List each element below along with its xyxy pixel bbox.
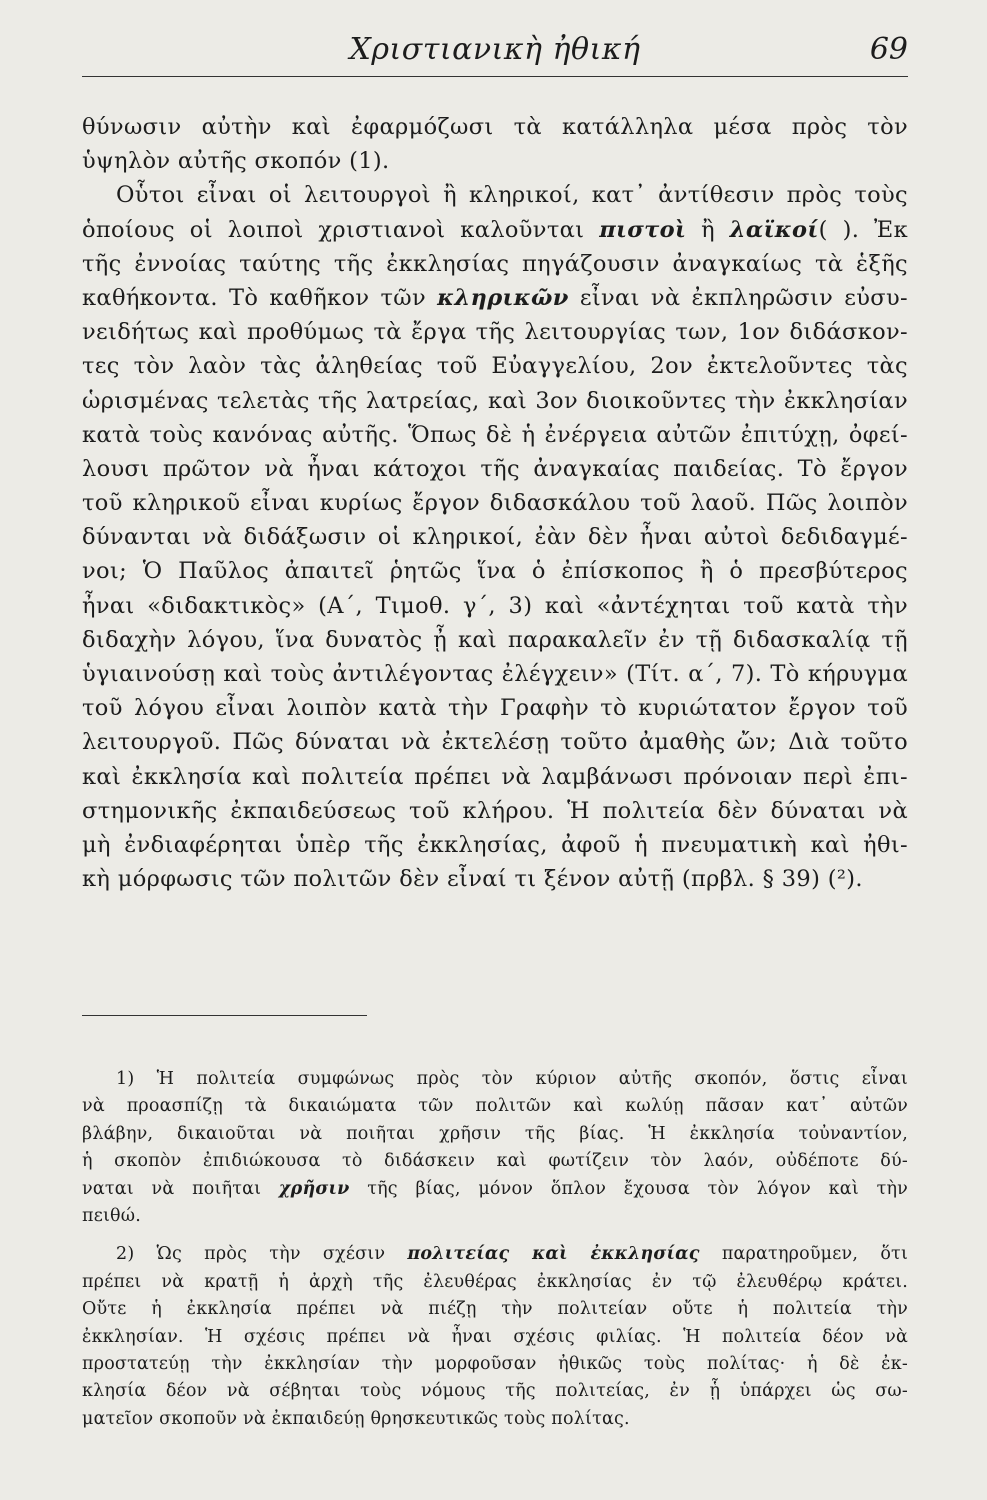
text-segment: ναται νὰ ποιῆται: [82, 1178, 279, 1199]
text-segment: Οὗτοι εἶναι οἱ λειτουργοὶ ἢ κληρικοί, κατ᾽ ἀντίθεσιν πρὸς τοὺς: [116, 182, 908, 209]
emphasized-term: κληρικῶν: [437, 284, 569, 311]
footnote-1: [82, 1066, 908, 1230]
text-line: νοι; Ὁ Παῦλος ἀπαιτεῖ ῥητῶς ἵνα ὁ ἐπίσκοπος ἢ ὁ πρεσβύτερος: [82, 558, 908, 585]
footnotes: [82, 1066, 908, 1433]
footnote-line: πρέπει νὰ κρατῇ ἡ ἀρχὴ τῆς ἐλευθέρας ἐκκλησίας ἐν τῷ ἐλευθέρῳ κράτει.: [82, 1271, 908, 1292]
footnote-line: ἡ σκοπὸν ἐπιδιώκουσα τὸ διδάσκειν καὶ φωτίζειν τὸν λαόν, οὐδέποτε δύ-: [82, 1151, 908, 1172]
footnote-rule: [82, 1015, 367, 1016]
text-line: λουσι πρῶτον νὰ ἦναι κάτοχοι τῆς ἀναγκαίας παιδείας. Τὸ ἔργον: [82, 455, 908, 482]
text-line: [82, 178, 908, 212]
text-line: [82, 213, 908, 247]
text-line: τες τὸν λαὸν τὰς ἀληθείας τοῦ Εὐαγγελίου, 2ον ἐκτελοῦντες τὰς: [82, 353, 908, 380]
footnote-line: κλησία δέον νὰ σέβηται τοὺς νόμους τῆς πολιτείας, ἐν ᾗ ὑπάρχει ὡς σω-: [82, 1381, 908, 1402]
text-line: τοῦ κληρικοῦ εἶναι κυρίως ἔργον διδασκάλου τοῦ λαοῦ. Πῶς λοιπὸν: [82, 490, 908, 517]
text-line: νειδήτως καὶ προθύμως τὰ ἔργα τῆς λειτουργίας των, 1ον διδάσκον-: [82, 319, 908, 346]
text-segment: ὁποίους οἱ λοιποὶ χριστιανοὶ καλοῦνται: [82, 216, 600, 243]
header-rule: [82, 76, 908, 77]
footnote-2: [82, 1241, 908, 1433]
text-line: ὑψηλὸν αὐτῆς σκοπόν (1).: [82, 148, 390, 175]
text-line: μὴ ἐνδιαφέρηται ὑπὲρ τῆς ἐκκλησίας, ἀφοῦ ἡ πνευματικὴ καὶ ἠθι-: [82, 831, 908, 858]
text-segment: ἢ: [686, 216, 730, 243]
page-header: [82, 28, 908, 76]
text-line: διδαχὴν λόγου, ἵνα δυνατὸς ᾖ καὶ παρακαλεῖν ἐν τῇ διδασκαλίᾳ τῇ: [82, 626, 908, 653]
text-line: κὴ μόρφωσις τῶν πολιτῶν δὲν εἶναί τι ξένον αὐτῇ (πρβλ. § 39) (²).: [82, 866, 863, 893]
footnote-line: ἐκκλησίαν. Ἡ σχέσις πρέπει νὰ ἦναι σχέσις φιλίας. Ἡ πολιτεία δέον νὰ: [82, 1326, 908, 1347]
text-line: τῆς ἐννοίας ταύτης τῆς ἐκκλησίας πηγάζουσιν ἀναγκαίως τὰ ἑξῆς: [82, 250, 908, 277]
footnote-line: βλάβην, δικαιοῦται νὰ ποιῆται χρῆσιν τῆς βίας. Ἡ ἐκκλησία τοὐναντίον,: [82, 1123, 908, 1144]
text-line: ἦναι «διδακτικὸς» (Α΄, Τιμοθ. γ΄, 3) καὶ «ἀντέχηται τοῦ κατὰ τὴν: [82, 592, 908, 619]
text-line: τοῦ λόγου εἶναι λοιπὸν κατὰ τὴν Γραφὴν τὸ κυριώτατον ἔργον τοῦ: [82, 695, 908, 722]
footnote-line: [82, 1241, 908, 1268]
emphasized-term: χρῆσιν: [278, 1178, 350, 1199]
page-number: 69: [869, 32, 908, 67]
text-line: στημονικῆς ἐκπαιδεύσεως τοῦ κλήρου. Ἡ πολιτεία δὲν δύναται νὰ: [82, 797, 908, 824]
footnote-line: Οὔτε ἡ ἐκκλησία πρέπει νὰ πιέζῃ τὴν πολιτείαν οὔτε ἡ πολιτεία τὴν: [82, 1299, 908, 1320]
text-segment: εἶναι νὰ ἐκπληρῶσιν εὐσυ-: [568, 284, 908, 311]
text-line: καὶ ἐκκλησία καὶ πολιτεία πρέπει νὰ λαμβάνωσι πρόνοιαν περὶ ἐπι-: [82, 763, 908, 790]
text-segment: ( ). Ἐκ: [818, 216, 909, 243]
footnote-gap: [82, 1230, 908, 1241]
emphasized-term: πολιτείας καὶ ἐκκλησίας: [407, 1244, 700, 1265]
text-line: [82, 281, 908, 315]
footnote-line: νὰ προασπίζῃ τὰ δικαιώματα τῶν πολιτῶν καὶ κωλύῃ πᾶσαν κατ᾽ αὐτῶν: [82, 1096, 908, 1117]
text-segment: παρατηροῦμεν, ὅτι: [699, 1244, 908, 1265]
text-line: θύνωσιν αὐτὴν καὶ ἐφαρμόζωσι τὰ κατάλληλα μέσα πρὸς τὸν: [82, 114, 908, 140]
text-line: ὑγιαινούσῃ καὶ τοὺς ἀντιλέγοντας ἐλέγχειν» (Τίτ. α΄, 7). Τὸ κήρυγμα: [82, 661, 908, 687]
text-line: λειτουργοῦ. Πῶς δύναται νὰ ἐκτελέσῃ τοῦτο ἀμαθὴς ὤν; Διὰ τοῦτο: [82, 729, 908, 756]
footnote-line: ματεῖον σκοποῦν νὰ ἐκπαιδεύῃ θρησκευτικῶς τοὺς πολίτας.: [82, 1408, 630, 1429]
text-segment: καθήκοντα. Τὸ καθῆκον τῶν: [82, 284, 438, 311]
footnote-line: 1) Ἡ πολιτεία συμφώνως πρὸς τὸν κύριον αὐτῆς σκοπόν, ὅστις εἶναι: [116, 1069, 908, 1089]
text-line: ὡρισμένας τελετὰς τῆς λατρείας, καὶ 3ον διοικοῦντες τὴν ἐκκλησίαν: [82, 387, 908, 414]
text-line: δύνανται νὰ διδάξωσιν οἱ κληρικοί, ἐὰν δὲν ἦναι αὐτοὶ δεδιδαγμέ-: [82, 524, 908, 551]
running-title: Χριστιανικὴ ἠθική: [349, 32, 641, 67]
main-text: [82, 110, 908, 896]
footnote-line: [82, 1176, 908, 1203]
text-segment: τῆς βίας, μόνον ὅπλον ἔχουσα τὸν λόγον καὶ τὴν: [349, 1178, 908, 1199]
text-segment: 2) Ὡς πρὸς τὴν σχέσιν: [116, 1244, 408, 1265]
footnote-line: πειθώ.: [82, 1205, 141, 1226]
emphasized-term: πιστοὶ: [599, 216, 687, 243]
emphasized-term: λαϊκοί: [729, 216, 819, 243]
footnote-line: προστατεύῃ τὴν ἐκκλησίαν τὴν μορφοῦσαν ἠθικῶς τοὺς πολίτας· ἡ δὲ ἐκ-: [82, 1353, 908, 1374]
text-line: κατὰ τοὺς κανόνας αὐτῆς. Ὅπως δὲ ἡ ἐνέργεια αὐτῶν ἐπιτύχῃ, ὀφεί-: [82, 421, 908, 448]
